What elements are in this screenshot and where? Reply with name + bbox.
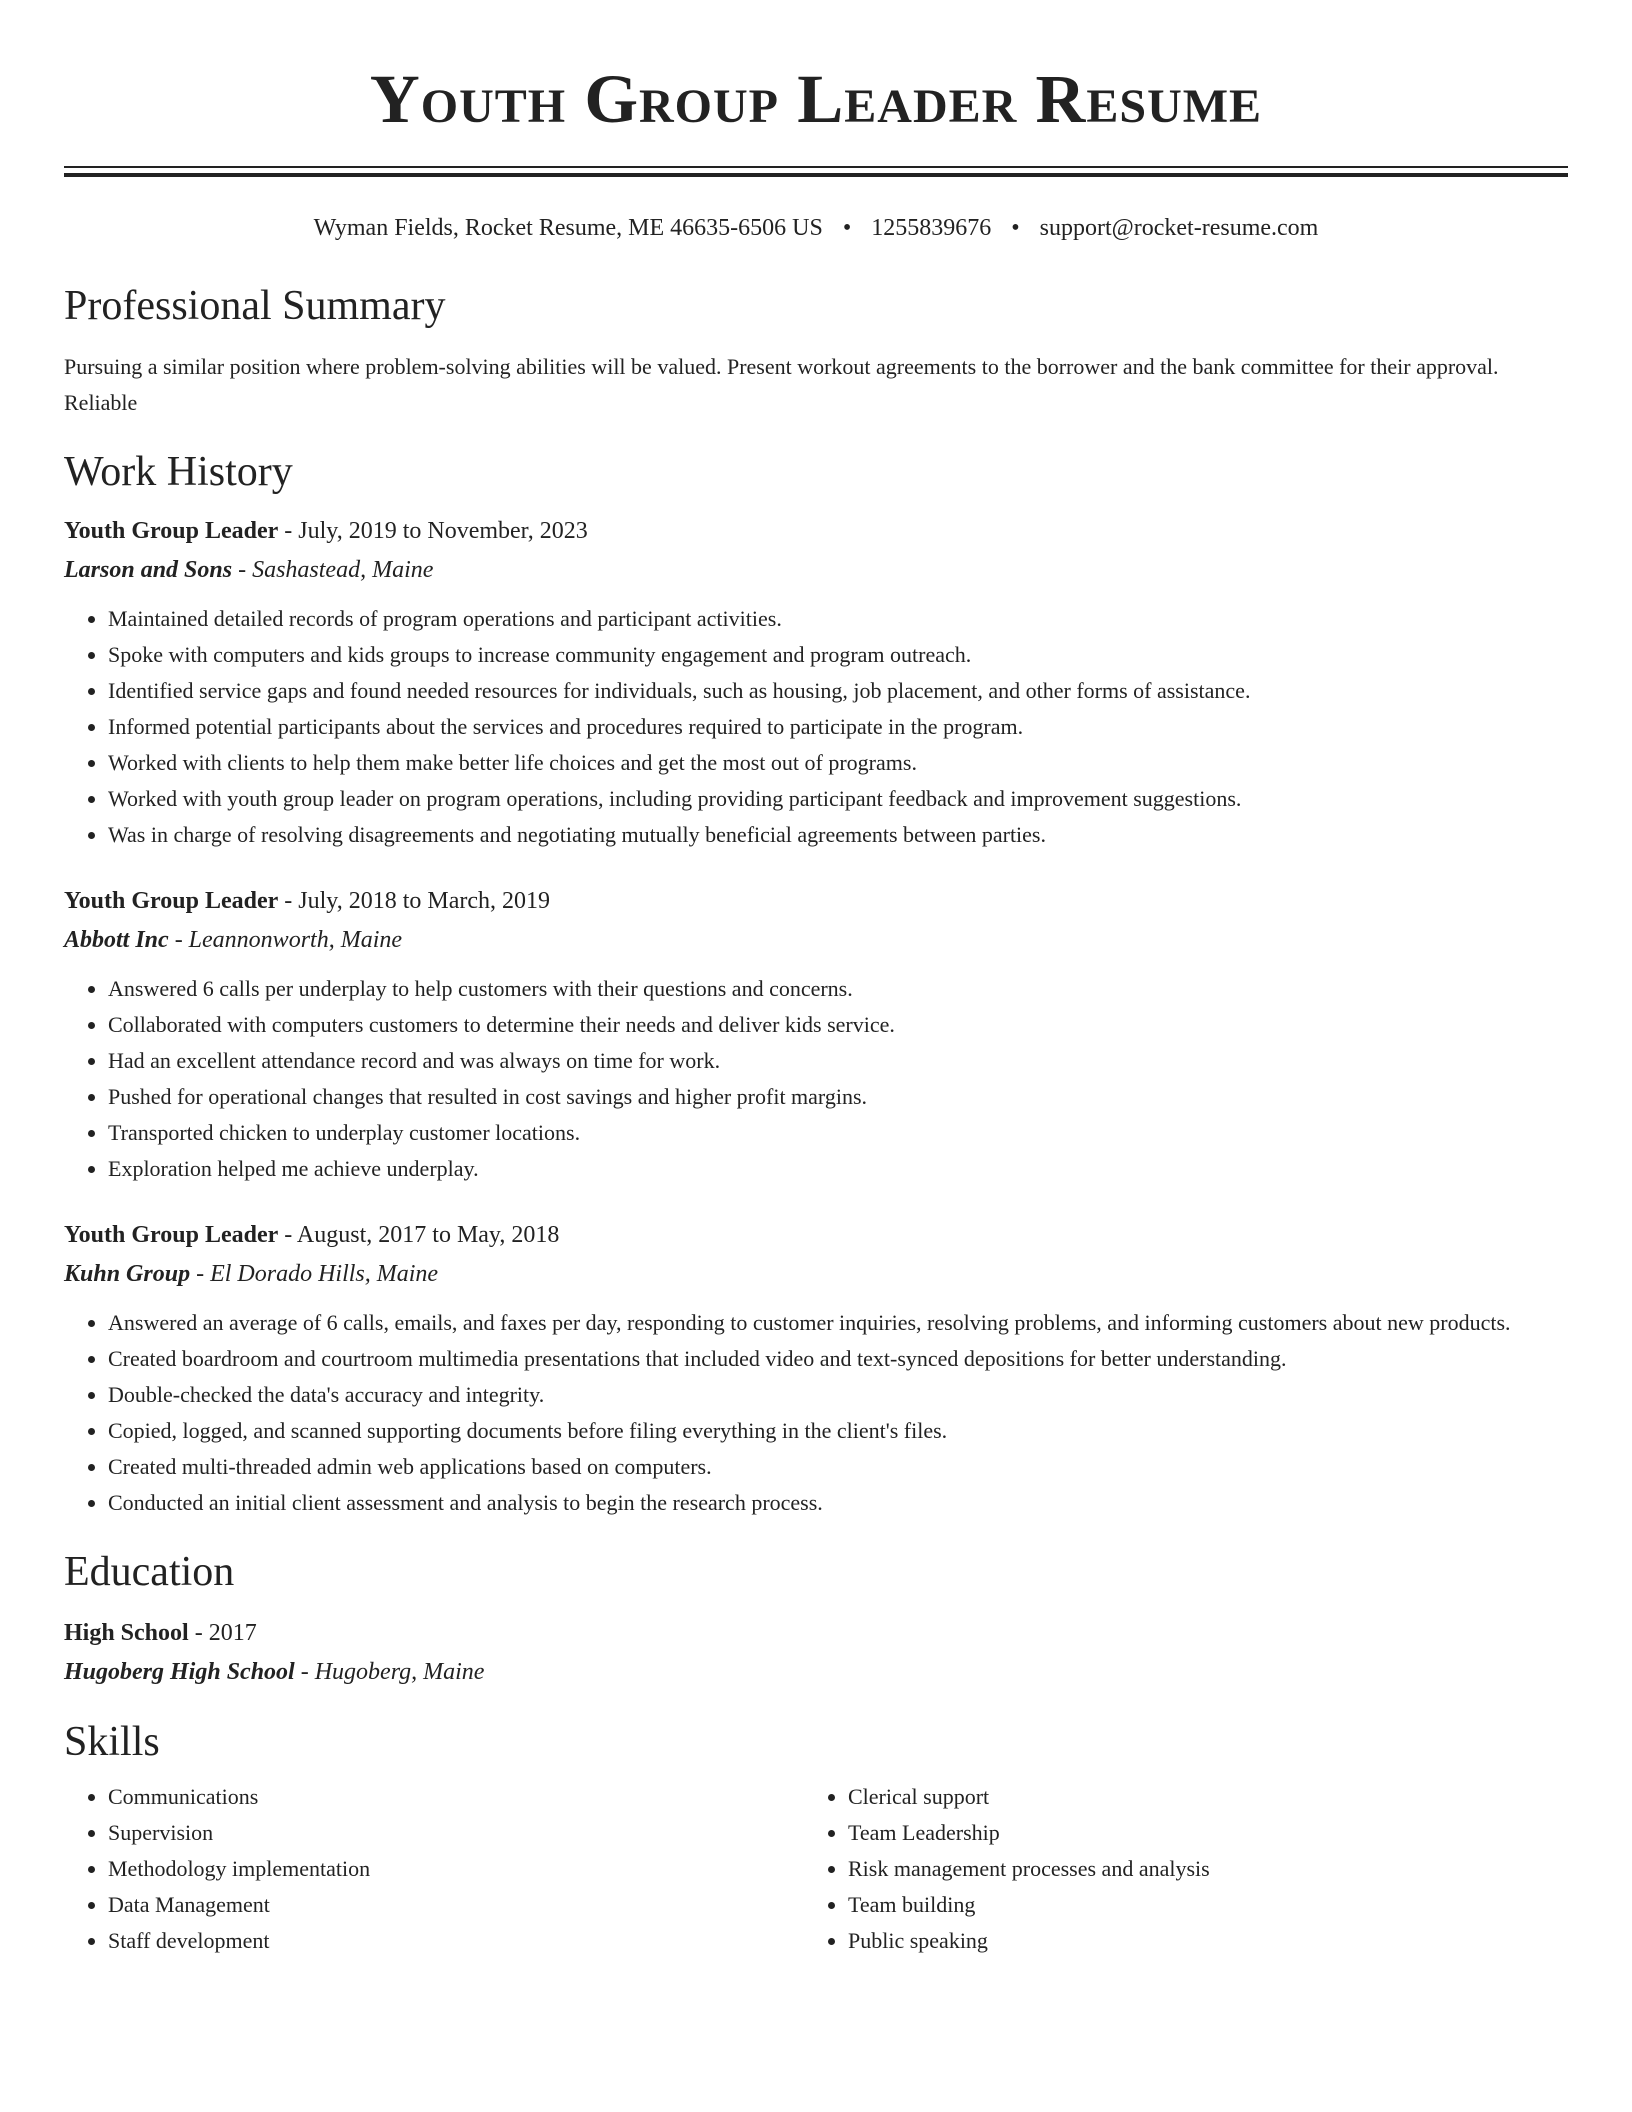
degree-line [64, 1613, 1568, 1653]
list-item: • Had an excellent attendance record and was always on time for work. [108, 1043, 1568, 1079]
contact-phone: 1255839676 [871, 215, 992, 241]
job-title-line [64, 511, 1568, 551]
title-divider-thick [64, 173, 1568, 177]
contact-address: Wyman Fields, Rocket Resume, ME 46635-6506 US [313, 215, 823, 241]
title-divider-thin [64, 166, 1568, 168]
job-duties-list [64, 1305, 1568, 1521]
job-entry [64, 1215, 1568, 1521]
company-name: Kuhn Group [64, 1261, 191, 1287]
list-item: • Exploration helped me achieve underplay. [108, 1151, 1568, 1187]
skills-heading: Skills [64, 1719, 160, 1765]
resume-title: Youth Group Leader Resume [369, 61, 1263, 137]
contact-email: support@rocket-resume.com [1039, 215, 1319, 241]
school-name: Hugoberg High School [64, 1659, 295, 1685]
skill-item: • Methodology implementation [108, 1851, 804, 1887]
skill-item: • Supervision [108, 1815, 804, 1851]
education-heading: Education [64, 1549, 235, 1595]
list-item: • Copied, logged, and scanned supporting documents before filing everything in the client's files. [108, 1413, 1568, 1449]
job-dates: - July, 2018 to March, 2019 [278, 888, 551, 914]
list-item: • Conducted an initial client assessment and analysis to begin the research process. [108, 1485, 1568, 1521]
job-title: Youth Group Leader [64, 1222, 279, 1248]
graduation-year: - 2017 [188, 1620, 257, 1646]
job-dates: - July, 2019 to November, 2023 [278, 518, 588, 544]
list-item: • Collaborated with computers customers to determine their needs and deliver kids service. [108, 1007, 1568, 1043]
summary-heading: Professional Summary [64, 283, 446, 329]
skills-list-right [804, 1779, 1544, 1959]
company-location: - Sashastead, Maine [232, 557, 434, 583]
job-title-line [64, 881, 1568, 921]
work-history-heading: Work History [64, 449, 293, 495]
job-title-line [64, 1215, 1568, 1255]
skill-item: • Team Leadership [848, 1815, 1544, 1851]
summary-text: Pursuing a similar position where problem-solving abilities will be valued. Present workout agreements to the borrower and the bank committee for their approval. Reliable [64, 354, 1499, 415]
company-line [64, 551, 1568, 589]
list-item: • Answered 6 calls per underplay to help customers with their questions and concerns. [108, 971, 1568, 1007]
list-item: • Maintained detailed records of program operations and participant activities. [108, 601, 1568, 637]
school-line [64, 1653, 1568, 1691]
job-entry [64, 511, 1568, 853]
list-item: • Worked with youth group leader on program operations, including providing participant feedback and improvement suggestions. [108, 781, 1568, 817]
list-item: • Pushed for operational changes that resulted in cost savings and higher profit margins. [108, 1079, 1568, 1115]
list-item: • Answered an average of 6 calls, emails, and faxes per day, responding to customer inquiries, resolving problems, and informing customers about new products. [108, 1305, 1568, 1341]
skill-item: • Communications [108, 1779, 804, 1815]
company-name: Larson and Sons [64, 557, 233, 583]
education-entry [64, 1613, 1568, 1691]
contact-line [64, 213, 1568, 243]
list-item: • Was in charge of resolving disagreements and negotiating mutually beneficial agreements between parties. [108, 817, 1568, 853]
job-entry [64, 881, 1568, 1187]
job-title: Youth Group Leader [64, 888, 279, 914]
skill-item: • Staff development [108, 1923, 804, 1959]
contact-separator: • [842, 215, 852, 241]
list-item: • Transported chicken to underplay customer locations. [108, 1115, 1568, 1151]
skill-item: • Data Management [108, 1887, 804, 1923]
list-item: • Spoke with computers and kids groups to increase community engagement and program outreach. [108, 637, 1568, 673]
school-location: - Hugoberg, Maine [294, 1659, 485, 1685]
list-item: • Worked with clients to help them make better life choices and get the most out of programs. [108, 745, 1568, 781]
skill-item: • Risk management processes and analysis [848, 1851, 1544, 1887]
job-dates: - August, 2017 to May, 2018 [278, 1222, 560, 1248]
company-location: - El Dorado Hills, Maine [190, 1261, 439, 1287]
skills-columns [64, 1779, 1568, 1959]
list-item: • Double-checked the data's accuracy and integrity. [108, 1377, 1568, 1413]
company-line [64, 1255, 1568, 1293]
company-line [64, 921, 1568, 959]
degree: High School [64, 1620, 189, 1646]
job-duties-list [64, 601, 1568, 853]
contact-separator: • [1011, 215, 1020, 241]
list-item: • Identified service gaps and found needed resources for individuals, such as housing, job placement, and other forms of assistance. [108, 673, 1568, 709]
company-name: Abbott Inc [64, 927, 169, 953]
skill-item: • Clerical support [848, 1779, 1544, 1815]
list-item: • Created multi-threaded admin web applications based on computers. [108, 1449, 1568, 1485]
skill-item: • Team building [848, 1887, 1544, 1923]
list-item: • Created boardroom and courtroom multimedia presentations that included video and text-synced depositions for better understanding. [108, 1341, 1568, 1377]
job-title: Youth Group Leader [64, 518, 279, 544]
company-location: - Leannonworth, Maine [168, 927, 403, 953]
job-duties-list [64, 971, 1568, 1187]
list-item: • Informed potential participants about the services and procedures required to participate in the program. [108, 709, 1568, 745]
skill-item: • Public speaking [848, 1923, 1544, 1959]
skills-list-left [64, 1779, 804, 1959]
